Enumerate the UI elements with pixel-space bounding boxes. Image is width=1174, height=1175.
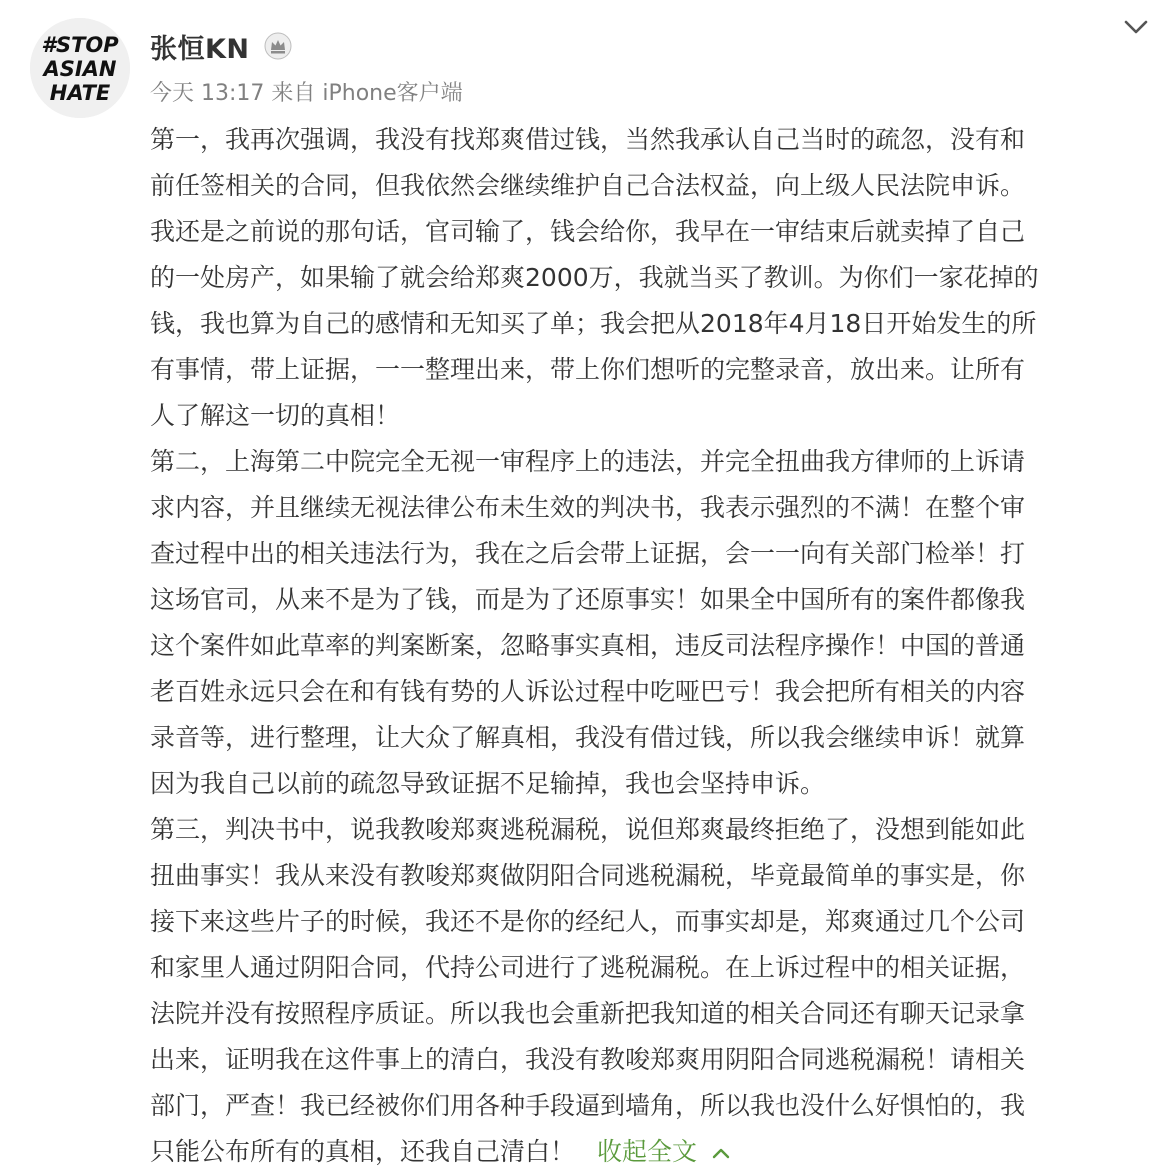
crown-badge-icon[interactable] — [264, 32, 292, 60]
post-line: 人了解这一切的真相！ — [150, 401, 401, 430]
post-body — [150, 117, 1140, 1175]
post-line: 我还是之前说的那句话，官司输了，钱会给你，我早在一审结束后就卖掉了自己 — [150, 217, 1026, 246]
post-line: 第二，上海第二中院完全无视一审程序上的违法，并完全扭曲我方律师的上诉请 — [150, 447, 1026, 476]
stop-asian-hate-avatar-icon — [30, 18, 130, 118]
post-line: 这个案件如此草率的判案断案，忽略事实真相，违反司法程序操作！中国的普通 — [150, 631, 1026, 660]
post-line: 查过程中出的相关违法行为，我在之后会带上证据，会一一向有关部门检举！打 — [150, 539, 1026, 568]
collapse-full-text-link[interactable]: 收起全文 — [597, 1137, 698, 1166]
post-line: 第一，我再次强调，我没有找郑爽借过钱，当然我承认自己当时的疏忽，没有和 — [150, 125, 1026, 154]
post-line: 老百姓永远只会在和有钱有势的人诉讼过程中吃哑巴亏！我会把所有相关的内容 — [150, 677, 1026, 706]
chevron-up-icon[interactable] — [711, 1146, 731, 1160]
post-line: 这场官司，从来不是为了钱，而是为了还原事实！如果全中国所有的案件都像我 — [150, 585, 1026, 614]
post-line: 出来，证明我在这件事上的清白，我没有教唆郑爽用阴阳合同逃税漏税！请相关 — [150, 1045, 1026, 1074]
post-line: 钱，我也算为自己的感情和无知买了单；我会把从2018年4月18日开始发生的所 — [150, 309, 1037, 338]
username-row — [150, 26, 292, 66]
post-line: 的一处房产，如果输了就会给郑爽2000万，我就当买了教训。为你们一家花掉的 — [150, 263, 1039, 292]
post-line: 前任签相关的合同，但我依然会继续维护自己合法权益，向上级人民法院申诉。 — [150, 171, 1026, 200]
chevron-down-icon[interactable] — [1120, 16, 1152, 40]
post-line: 因为我自己以前的疏忽导致证据不足输掉，我也会坚持申诉。 — [150, 769, 826, 798]
post-meta: 今天 13:17 来自 iPhone客户端 — [150, 81, 463, 106]
avatar-text-line-3: HATE — [49, 81, 111, 105]
post-line: 有事情，带上证据，一一整理出来，带上你们想听的完整录音，放出来。让所有 — [150, 355, 1026, 384]
username[interactable]: 张恒KN — [150, 33, 250, 65]
post-line: 部门，严查！我已经被你们用各种手段逼到墙角，所以我也没什么好惧怕的，我 — [150, 1091, 1026, 1120]
post-line: 扭曲事实！我从来没有教唆郑爽做阴阳合同逃税漏税，毕竟最简单的事实是，你 — [150, 861, 1026, 890]
post-line: 和家里人通过阴阳合同，代持公司进行了逃税漏税。在上诉过程中的相关证据， — [150, 953, 1026, 982]
post-line: 录音等，进行整理，让大众了解真相，我没有借过钱，所以我会继续申诉！就算 — [150, 723, 1026, 752]
post-line: 第三，判决书中，说我教唆郑爽逃税漏税，说但郑爽最终拒绝了，没想到能如此 — [150, 815, 1026, 844]
avatar-text-line-1: #STOP — [41, 33, 119, 57]
avatar[interactable] — [30, 18, 130, 118]
post-line: 求内容，并且继续无视法律公布未生效的判决书，我表示强烈的不满！在整个审 — [150, 493, 1026, 522]
post-line-text: 只能公布所有的真相，还我自己清白！ — [150, 1137, 576, 1166]
post-line: 接下来这些片子的时候，我还不是你的经纪人，而事实却是，郑爽通过几个公司 — [150, 907, 1026, 936]
post-line-last — [150, 1129, 1140, 1175]
avatar-text-line-2: ASIAN — [43, 57, 117, 81]
post-line: 法院并没有按照程序质证。所以我也会重新把我知道的相关合同还有聊天记录拿 — [150, 999, 1026, 1028]
